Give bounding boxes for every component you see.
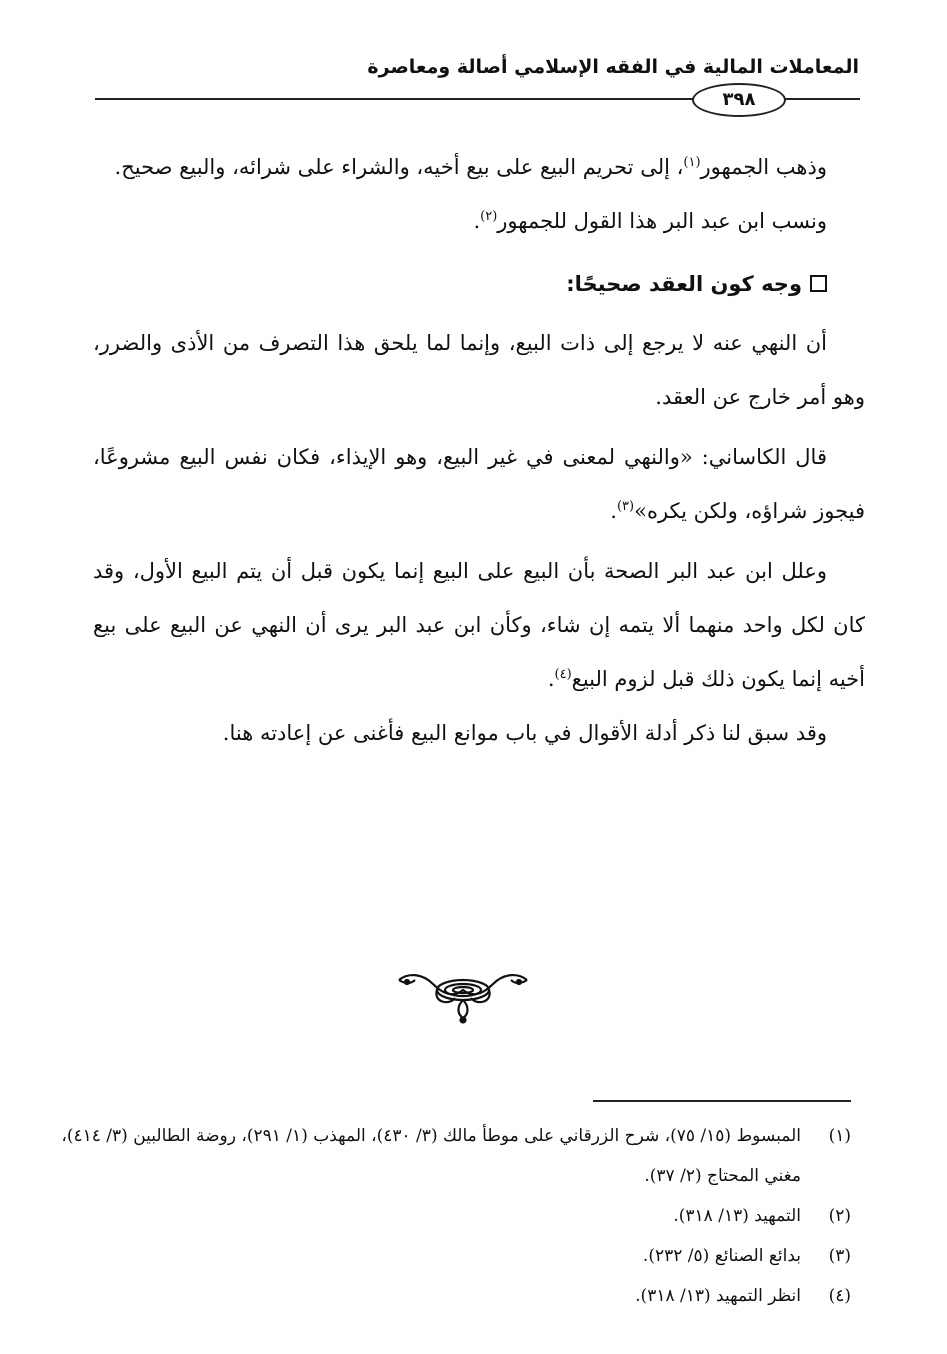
paragraph-ibn-abd-albarr	[93, 194, 865, 248]
paragraph-majority-view	[93, 140, 865, 194]
paragraph-text: ونسب ابن عبد البر هذا القول للجمهور	[497, 209, 827, 233]
paragraph-text: وذهب الجمهور	[700, 155, 827, 179]
footnote-ref: (٢)	[480, 209, 498, 224]
footnote-ref: (٣)	[616, 499, 635, 514]
paragraph-text: قال الكاساني: «والنهي لمعنى في غير البيع، وهو الإيذاء، فكان نفس البيع مشروعًا، فيجوز شراؤه، ولكن يكره»	[93, 445, 865, 523]
paragraph-text: ، إلى تحريم البيع على بيع أخيه، والشراء على شرائه، والبيع صحيح.	[114, 155, 684, 179]
footnote-item	[61, 1236, 851, 1276]
paragraph-reason: أن النهي عنه لا يرجع إلى ذات البيع، وإنما لما يلحق هذا التصرف من الأذى والضرر، وهو أمر خارج عن العقد.	[93, 331, 865, 409]
footnote-text: التمهيد (١٣/ ٣١٨).	[673, 1206, 801, 1226]
footnote-number: (١)	[828, 1126, 851, 1146]
paragraph-text: .	[473, 209, 481, 233]
paragraph-justification	[93, 544, 865, 706]
paragraph-text: .	[547, 667, 555, 691]
footnote-number: (٢)	[828, 1206, 851, 1226]
footnote-ref: (١)	[683, 155, 701, 170]
footnote-text: المبسوط (١٥/ ٧٥)، شرح الزرقاني على موطأ مالك (٣/ ٤٣٠)، المهذب (١/ ٢٩١)، روضة الطالبين (٣/ ٤١٤)، مغني المحتاج (٢/ ٣٧).	[61, 1126, 801, 1186]
footnote-text: بدائع الصنائع (٥/ ٢٣٢).	[642, 1246, 801, 1266]
page-number: ٣٩٨	[692, 83, 786, 117]
footnote-rule	[593, 1100, 851, 1102]
square-bullet-icon	[810, 275, 827, 292]
paragraph-kasani-quote	[93, 430, 865, 538]
footnote-item	[61, 1116, 851, 1196]
main-text	[93, 140, 865, 760]
footnote-number: (٣)	[828, 1246, 851, 1266]
footnote-ref: (٤)	[554, 667, 572, 682]
heading-text: وجه كون العقد صحيحًا:	[566, 272, 802, 296]
ornament-divider-icon	[393, 962, 533, 1026]
footnote-item	[61, 1196, 851, 1236]
running-title: المعاملات المالية في الفقه الإسلامي أصالة ومعاصرة	[367, 56, 859, 78]
footnote-item	[61, 1276, 851, 1316]
footnote-number: (٤)	[828, 1286, 851, 1306]
footnote-text: انظر التمهيد (١٣/ ٣١٨).	[635, 1286, 801, 1306]
footnotes	[61, 1116, 851, 1316]
section-heading	[93, 256, 865, 312]
paragraph-closing: وقد سبق لنا ذكر أدلة الأقوال في باب موانع البيع فأغنى عن إعادته هنا.	[222, 721, 827, 745]
paragraph-text: وعلل ابن عبد البر الصحة بأن البيع على البيع إنما يكون قبل أن يتم البيع الأول، وقد كان لكل واحد منهما ألا يتمه إن شاء، وكأن ابن عبد البر يرى أن النهي عن البيع على بيع أخيه إنما يكون ذلك قبل لزوم البيع	[93, 559, 865, 691]
paragraph-text: .	[610, 499, 617, 523]
